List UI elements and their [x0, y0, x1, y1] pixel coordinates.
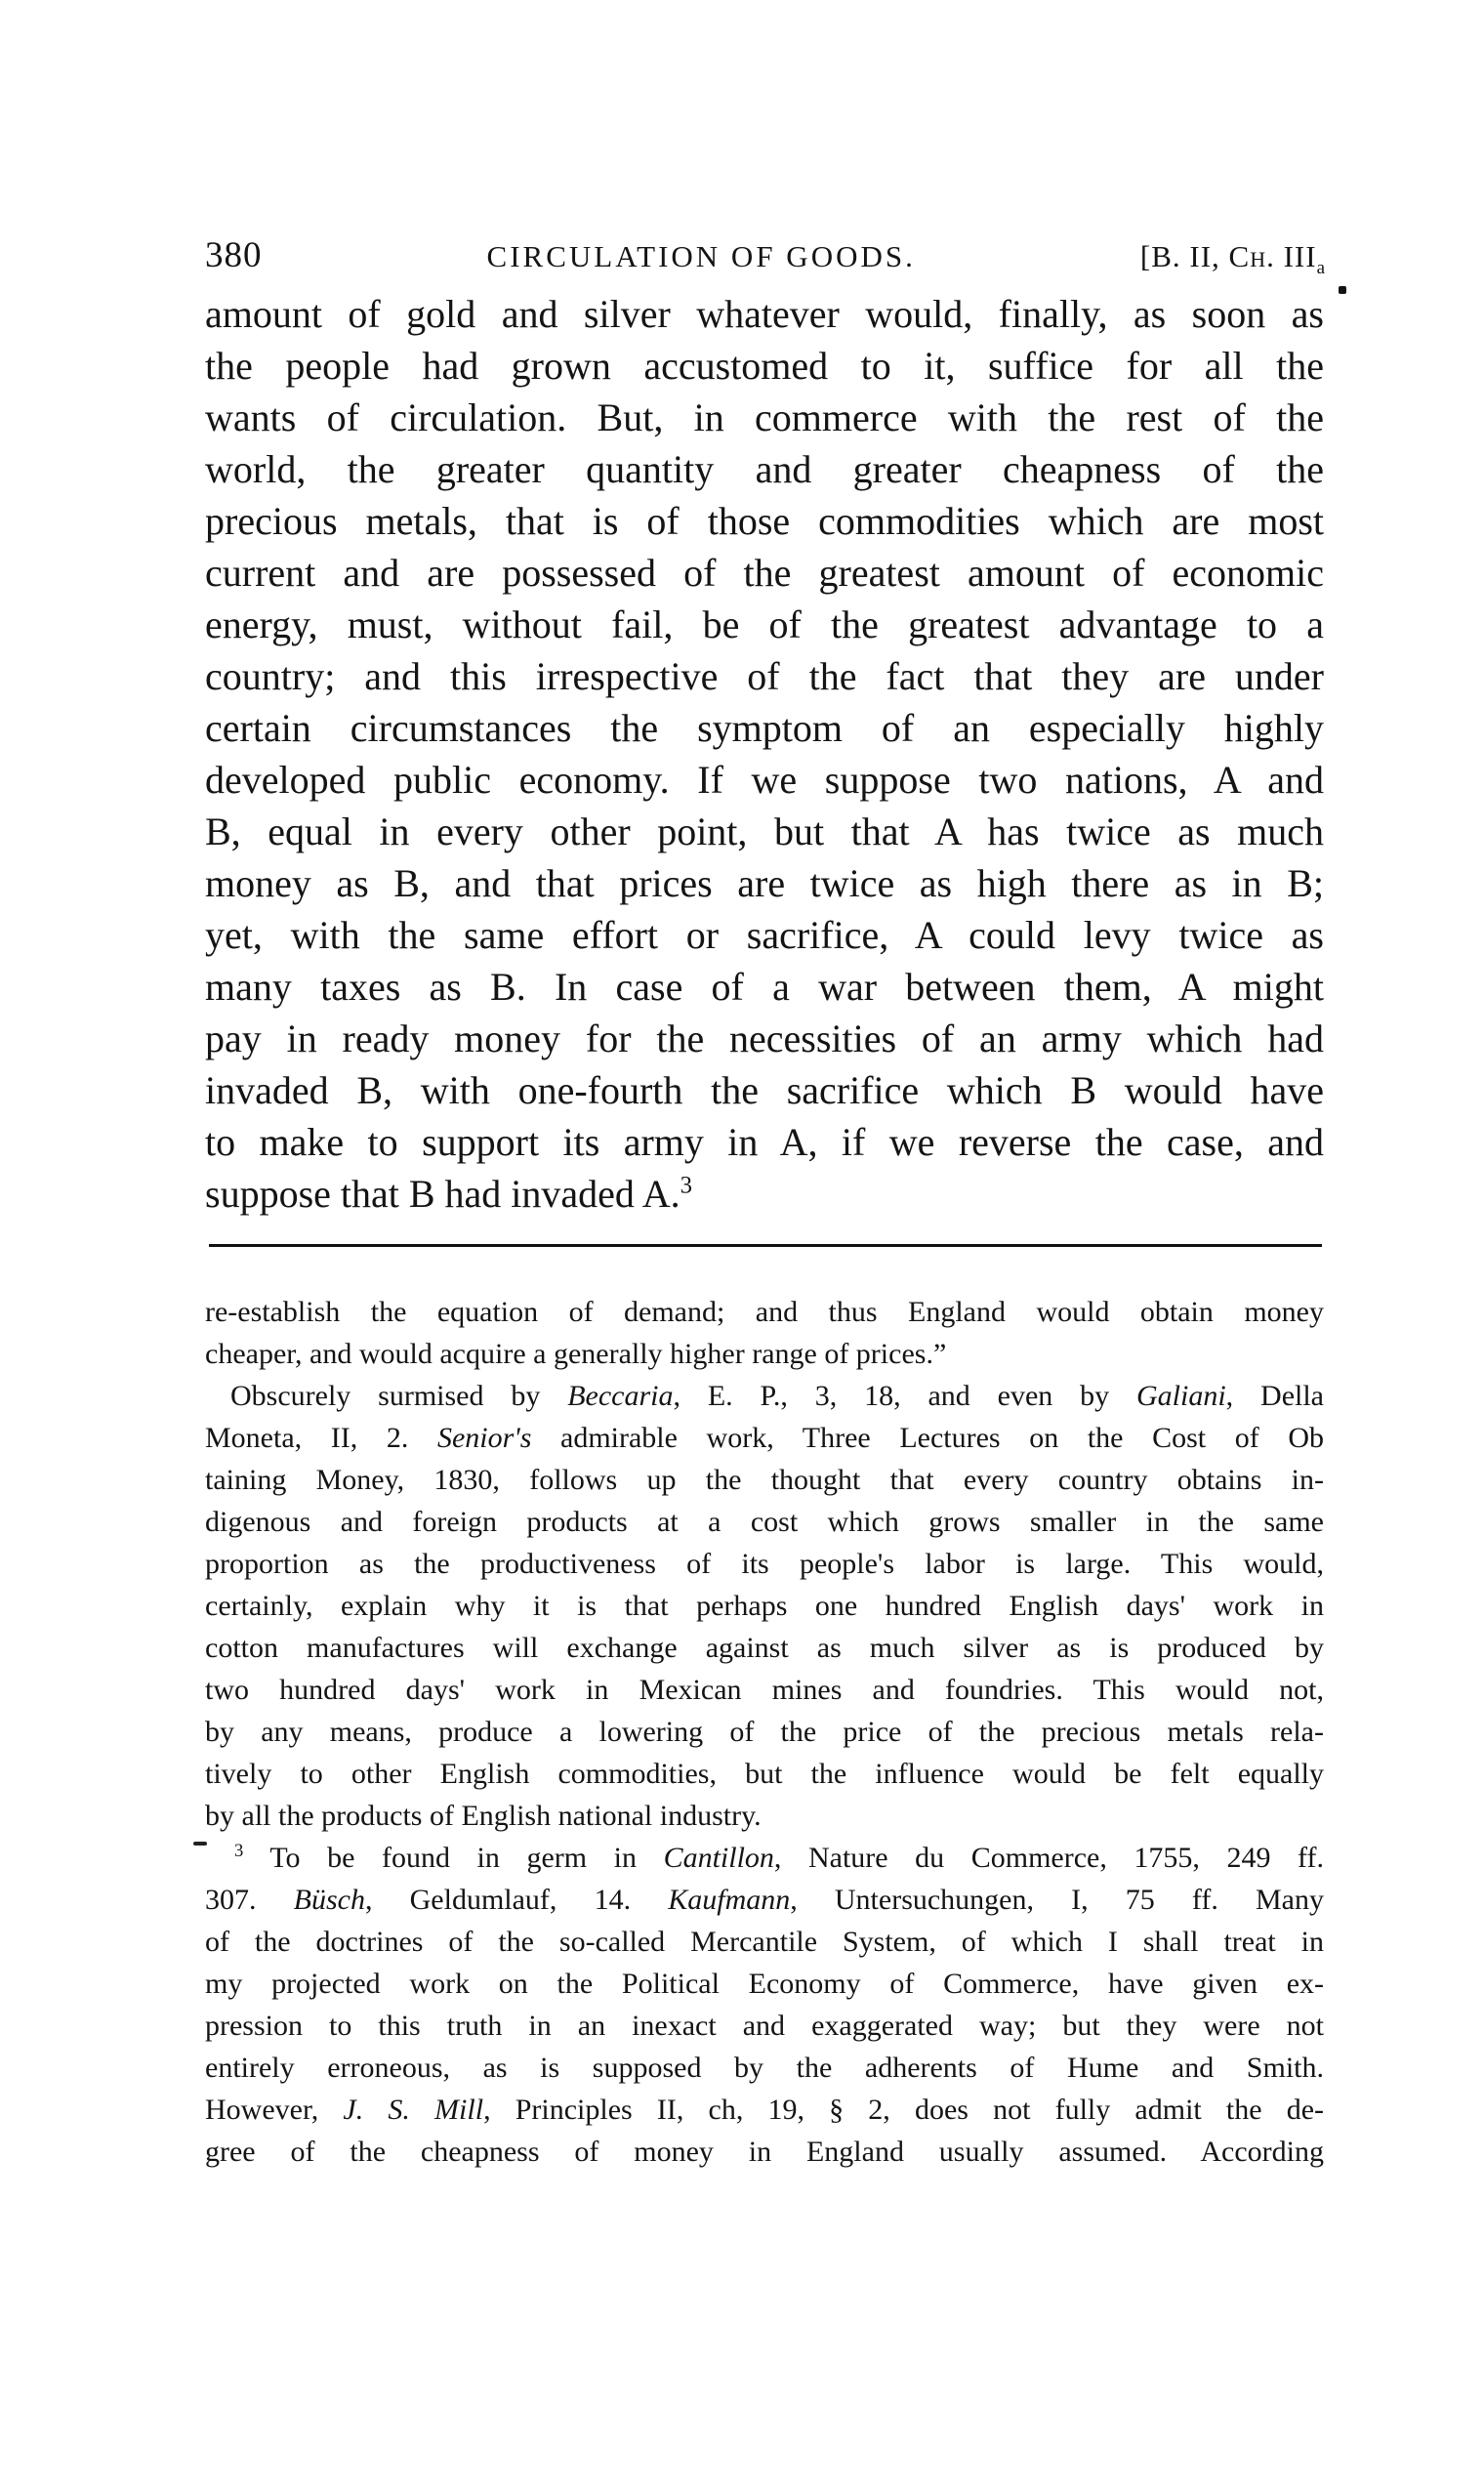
footnote-line: [205, 1333, 1324, 1375]
text-segment: wants of circulation. But, in commerce with the rest of the: [205, 395, 1324, 439]
footnote-line: [205, 1459, 1324, 1501]
chapter-reference-subscript: a: [1316, 258, 1326, 278]
body-line: [205, 857, 1324, 909]
body-line: [205, 961, 1324, 1013]
text-segment: money as B, and that prices are twice as high there as in B;: [205, 861, 1324, 905]
text-segment: , Principles II, ch, 19, § 2, does not fully admit the de-: [483, 2094, 1325, 2126]
text-segment: re-establish the equation of demand; and thus England would obtain money: [205, 1296, 1324, 1328]
text-segment-italic: J. S. Mill: [343, 2094, 484, 2126]
footnote-line: [205, 2131, 1324, 2173]
text-segment: cotton manufactures will exchange against as much silver as is produced by: [205, 1632, 1324, 1664]
text-segment: energy, must, without fail, be of the greatest advantage to a: [205, 602, 1324, 646]
body-line: [205, 495, 1324, 547]
body-line: [205, 288, 1324, 340]
text-segment: world, the greater quantity and greater cheapness of the: [205, 447, 1324, 491]
footnote-line: [205, 1501, 1324, 1543]
margin-mark-artifact: [193, 1842, 207, 1846]
body-line: [205, 547, 1324, 599]
body-line: [205, 599, 1324, 650]
body-line: [205, 1168, 1324, 1220]
text-segment: Obscurely surmised by: [230, 1380, 568, 1412]
text-segment: many taxes as B. In case of a war between them, A might: [205, 965, 1324, 1009]
text-segment: , Untersuchungen, I, 75 ff. Many: [790, 1884, 1325, 1916]
footnote-line: [205, 1669, 1324, 1711]
text-segment: taining Money, 1830, follows up the thought that every country obtains in-: [205, 1464, 1324, 1496]
ink-blot-artifact: [1339, 286, 1346, 294]
body-line: [205, 1116, 1324, 1168]
footnote-divider: [209, 1244, 1322, 1247]
footnote-line: [205, 2005, 1324, 2047]
chapter-reference-text: [B. II, Ch. III: [1139, 239, 1317, 273]
text-segment: suppose that B had invaded A.: [205, 1172, 680, 1216]
footnote-line: [205, 1795, 1324, 1837]
text-segment: , E. P., 3, 18, and even by: [673, 1380, 1136, 1412]
text-segment-italic: Cantillon: [663, 1842, 774, 1874]
text-segment-italic: Galiani: [1136, 1380, 1226, 1412]
text-segment: of the doctrines of the so-called Mercantile System, of which I shall treat in: [205, 1926, 1324, 1958]
text-segment-italic: Kaufmann: [668, 1884, 791, 1916]
text-segment: , Della: [1225, 1380, 1324, 1412]
footnote-line: [205, 2089, 1324, 2131]
text-segment: 307.: [205, 1884, 294, 1916]
text-segment: by all the products of English national industry.: [205, 1800, 762, 1832]
text-segment: , Geldumlauf, 14.: [364, 1884, 669, 1916]
text-segment: yet, with the same effort or sacrifice, A could levy twice as: [205, 913, 1324, 957]
footnote-line: [205, 1375, 1324, 1417]
text-segment-italic: Büsch: [293, 1884, 365, 1916]
chapter-reference: [1140, 239, 1326, 279]
text-segment: certain circumstances the symptom of an especially highly: [205, 706, 1324, 750]
footnote-line: [205, 2047, 1324, 2089]
text-segment: amount of gold and silver whatever would, finally, as soon as: [205, 292, 1324, 336]
text-segment: the people had grown accustomed to it, suffice for all the: [205, 344, 1324, 388]
footnote-line: [205, 1585, 1324, 1627]
running-title: CIRCULATION OF GOODS.: [486, 239, 916, 273]
text-segment: B, equal in every other point, but that A has twice as much: [205, 809, 1324, 853]
body-line: [205, 702, 1324, 754]
body-line: [205, 340, 1324, 392]
footnotes: [205, 1291, 1324, 2173]
body-line: [205, 806, 1324, 857]
footnote-line: [205, 1879, 1324, 1921]
text-segment: precious metals, that is of those commodities which are most: [205, 499, 1324, 543]
body-line: [205, 1013, 1324, 1064]
text-segment: tively to other English commodities, but the influence would be felt equally: [205, 1758, 1324, 1790]
body-line: [205, 909, 1324, 961]
text-segment: cheaper, and would acquire a generally higher range of prices.”: [205, 1338, 947, 1370]
text-segment-italic: Beccaria: [567, 1380, 674, 1412]
footnote-line: [205, 1291, 1324, 1333]
text-segment: However,: [205, 2094, 344, 2126]
body-line: [205, 1064, 1324, 1116]
text-segment: to make to support its army in A, if we reverse the case, and: [205, 1120, 1324, 1164]
footnote-marker: 3: [234, 1841, 244, 1861]
footnote-line: [205, 1711, 1324, 1753]
text-segment: current and are possessed of the greatest amount of economic: [205, 551, 1324, 595]
text-segment: developed public economy. If we suppose two nations, A and: [205, 758, 1324, 802]
footnote-line: [205, 1627, 1324, 1669]
text-segment: pay in ready money for the necessities of an army which had: [205, 1017, 1324, 1060]
footnote-line: [205, 1417, 1324, 1459]
body-text: [205, 288, 1324, 1220]
text-segment: admirable work, Three Lectures on the Cost of Ob: [531, 1422, 1324, 1454]
text-segment: my projected work on the Political Economy of Commerce, have given ex-: [205, 1968, 1324, 2000]
text-segment-italic: Senior's: [436, 1422, 532, 1454]
footnote-line: [205, 1543, 1324, 1585]
running-header: [205, 234, 1326, 279]
footnote-marker: 3: [680, 1172, 693, 1199]
body-line: [205, 754, 1324, 806]
text-segment: two hundred days' work in Mexican mines and foundries. This would not,: [205, 1674, 1324, 1706]
text-segment: pression to this truth in an inexact and exaggerated way; but they were not: [205, 2010, 1324, 2042]
body-line: [205, 443, 1324, 495]
page-number: 380: [205, 235, 263, 275]
text-segment: entirely erroneous, as is supposed by the adherents of Hume and Smith.: [205, 2052, 1324, 2084]
text-segment: , Nature du Commerce, 1755, 249 ff.: [773, 1842, 1324, 1874]
text-segment: proportion as the productiveness of its people's labor is large. This would,: [205, 1548, 1324, 1580]
footnote-line: [205, 1921, 1324, 1963]
body-line: [205, 650, 1324, 702]
text-segment: gree of the cheapness of money in England usually assumed. According: [205, 2136, 1324, 2168]
text-segment: Moneta, II, 2.: [205, 1422, 437, 1454]
text-segment: country; and this irrespective of the fact that they are under: [205, 654, 1324, 698]
text-segment: digenous and foreign products at a cost which grows smaller in the same: [205, 1506, 1324, 1538]
text-segment: To be found in germ in: [243, 1842, 664, 1874]
footnote-line: [205, 1963, 1324, 2005]
text-segment: by any means, produce a lowering of the price of the precious metals rela-: [205, 1716, 1324, 1748]
text-segment: certainly, explain why it is that perhaps one hundred English days' work in: [205, 1590, 1324, 1622]
body-line: [205, 392, 1324, 443]
footnote-line: [205, 1753, 1324, 1795]
text-segment: invaded B, with one-fourth the sacrifice which B would have: [205, 1068, 1324, 1112]
footnote-line: [205, 1837, 1324, 1879]
